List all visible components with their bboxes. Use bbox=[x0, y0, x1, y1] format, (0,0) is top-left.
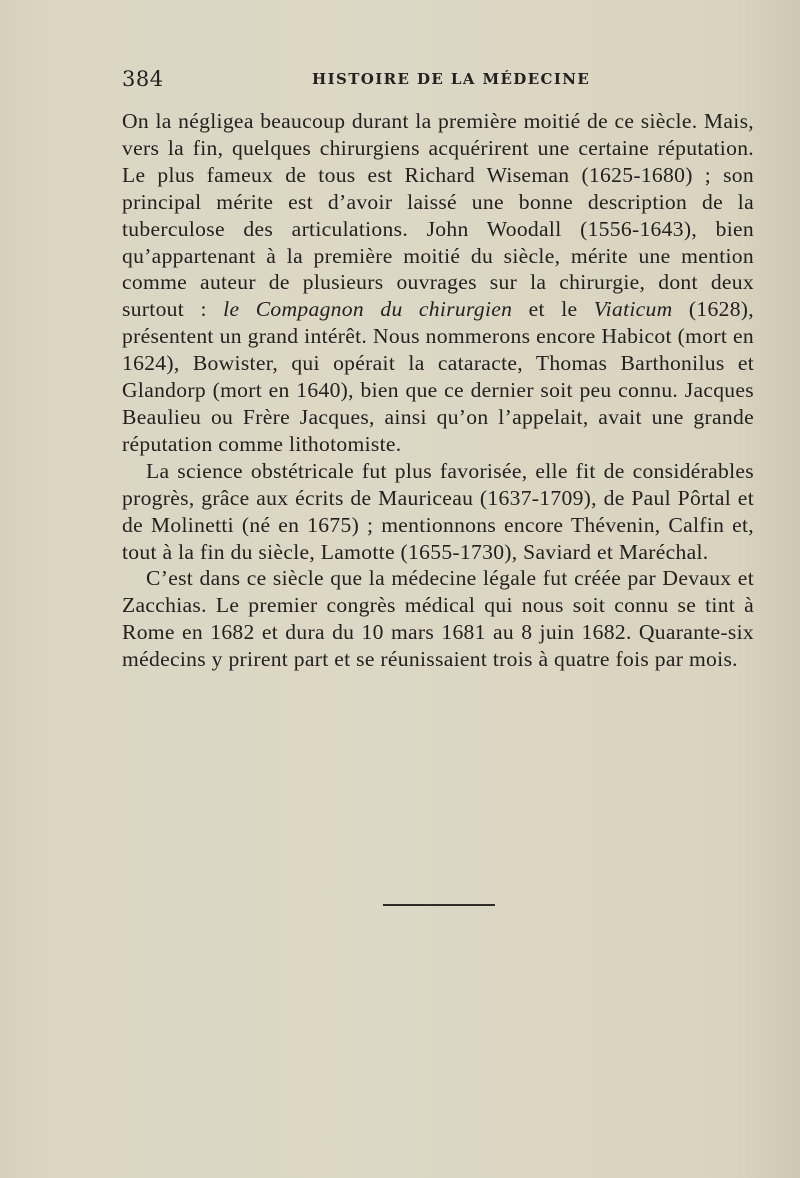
paragraph-text: On la négligea beaucoup durant la première moitié de ce siècle. Mais, vers la fin, quelques chirurgiens acquérirent une certaine réputation. Le plus fameux de tous est Richard Wiseman (1625-1680) ; son principal mérite est d’avoir laissé une bonne description de la tuberculose des articulations. John Woodall (1556-1643), bien qu’appartenant à la première moitié du siècle, mérite une mention comme auteur de plusieurs ouvrages sur la chirurgie, dont deux surtout : bbox=[122, 109, 754, 322]
paragraph-text: et le bbox=[512, 297, 594, 322]
book-title-italic: le Compagnon du chirurgien bbox=[223, 297, 513, 322]
book-title-italic: Viaticum bbox=[593, 297, 673, 322]
paragraph-surgery bbox=[122, 108, 754, 458]
running-title: HISTOIRE DE LA MÉDECINE bbox=[312, 70, 591, 88]
section-divider bbox=[383, 904, 495, 906]
page-number: 384 bbox=[122, 67, 164, 91]
paragraph-legal-medicine: C’est dans ce siècle que la médecine légale fut créée par Devaux et Zacchias. Le premier congrès médical qui nous soit connu se tint à Rome en 1682 et dura du 10 mars 1681 au 8 juin 1682. Quarante-six médecins y prirent part et se réunissaient trois à quatre fois par mois. bbox=[122, 566, 754, 672]
page-header bbox=[122, 64, 754, 94]
paragraph-text: (1628), présentent un grand intérêt. Nous nommerons encore Habicot (mort en 1624), Bowister, qui opérait la cataracte, Thomas Barthonilus et Glandorp (mort en 1640), bien que ce dernier soit peu connu. Jacques Beaulieu ou Frère Jacques, ainsi qu’on l’appelait, avait une grande réputation comme lithotomiste. bbox=[122, 297, 754, 456]
body-text bbox=[122, 108, 754, 673]
paragraph-obstetrics: La science obstétricale fut plus favorisée, elle fit de considérables progrès, grâce aux écrits de Mauriceau (1637-1709), de Paul Pôrtal et de Molinetti (né en 1675) ; mentionnons encore Thévenin, Calfin et, tout à la fin du siècle, Lamotte (1655-1730), Saviard et Maréchal. bbox=[122, 458, 754, 564]
